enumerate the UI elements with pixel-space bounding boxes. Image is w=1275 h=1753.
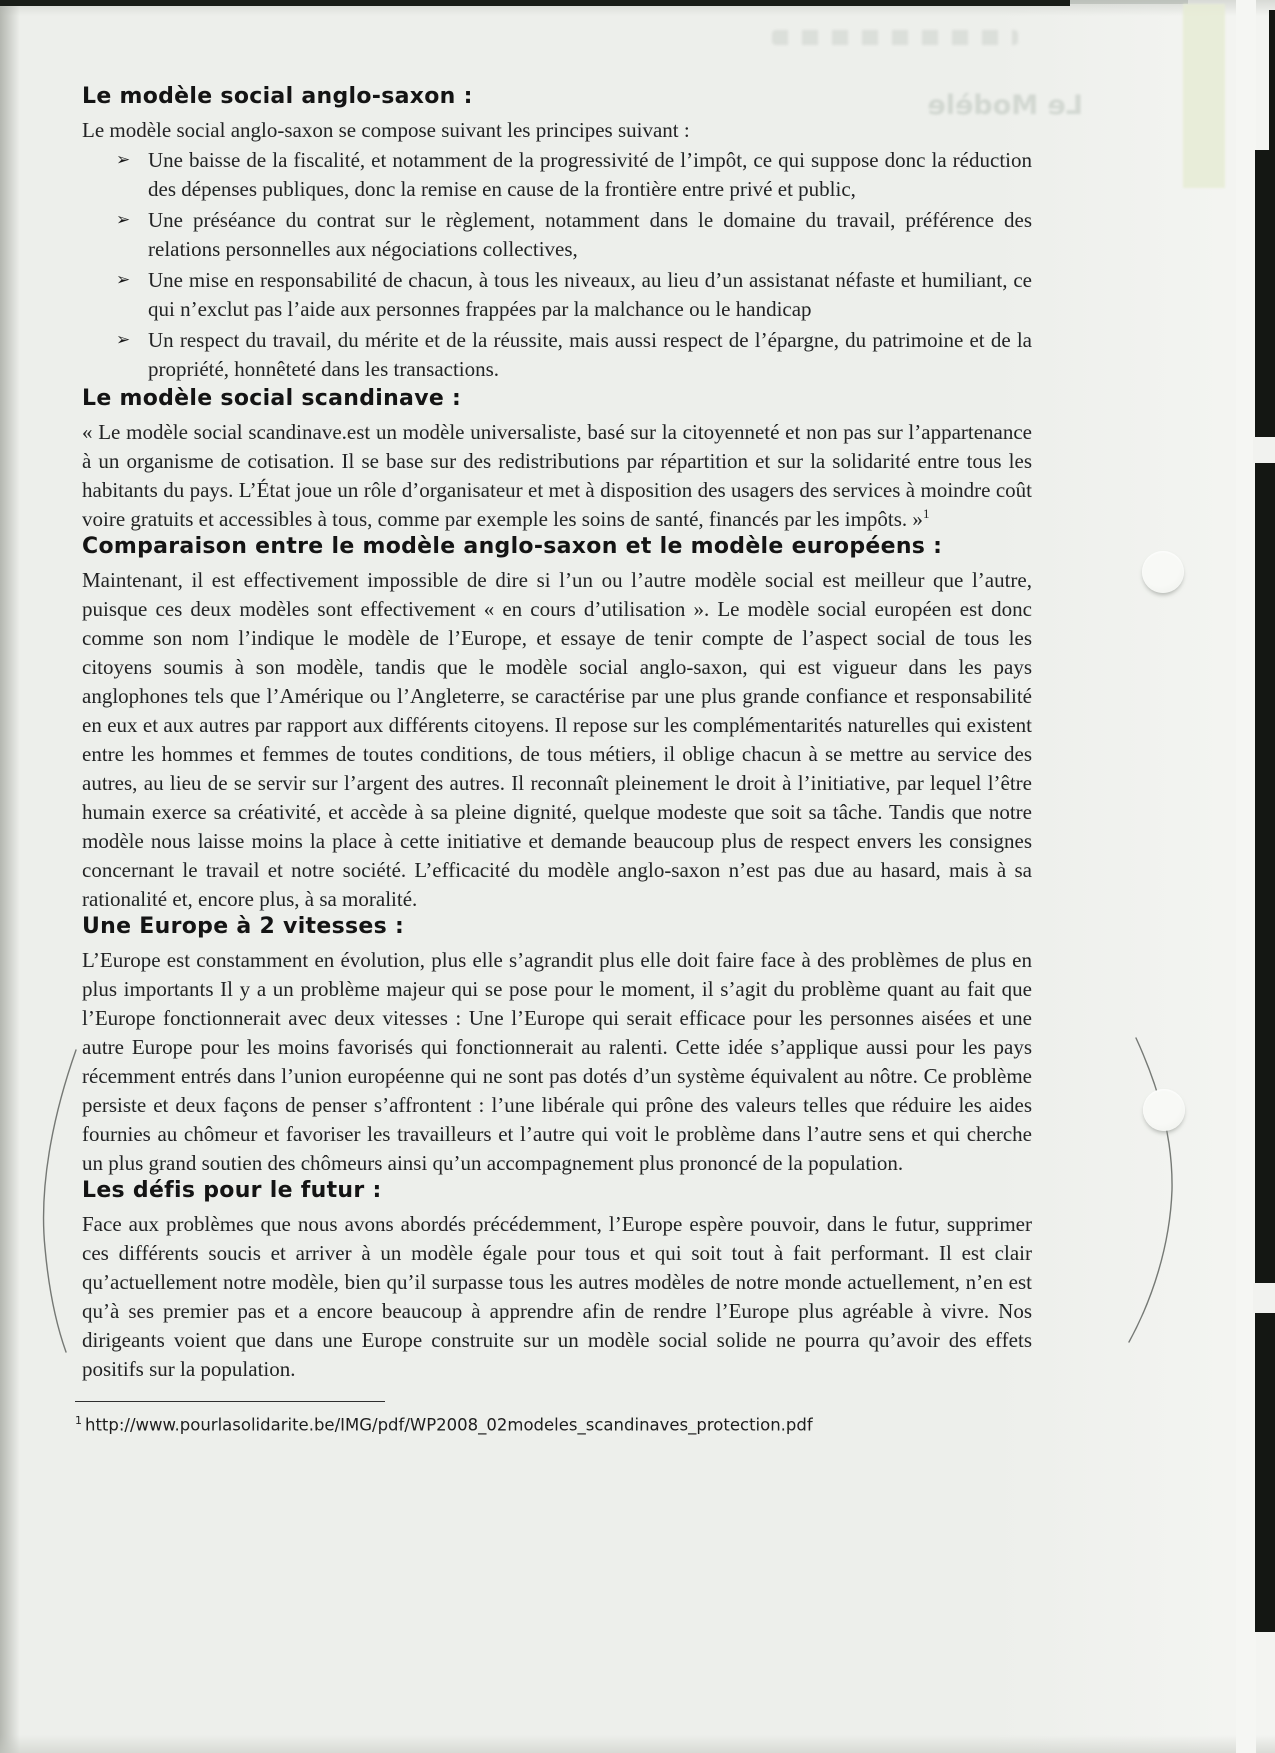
heading-scandinave: Le modèle social scandinave : [82, 386, 462, 411]
bullet-arrow-icon: ➢ [116, 210, 131, 230]
section-comparaison [82, 534, 1032, 914]
section-europe-2-vitesses [82, 914, 1032, 1178]
bullet-item [82, 266, 1032, 324]
scanner-top-edge [0, 0, 1070, 6]
bullet-arrow-icon: ➢ [116, 330, 131, 350]
section-anglo-saxon [82, 84, 1032, 384]
bleedthrough-title: Le Modèle [927, 90, 1083, 121]
bullet-item [82, 326, 1032, 384]
left-parenthesis-annotation [44, 1050, 76, 1352]
scanner-right-edge [1255, 150, 1275, 1632]
footnote-reference: 1 [922, 506, 930, 521]
document-body [75, 84, 1032, 1437]
bleedthrough-handwriting [772, 30, 1018, 45]
bullet-text: Un respect du travail, du mérite et de la réussite, mais aussi respect de l’épargne, du patrimoine et de la propriété, honnêteté dans les transactions. [148, 328, 1032, 381]
paragraph-defis-futur: Face aux problèmes que nous avons abordés précédemment, l’Europe espère pouvoir, dans le futur, supprimer ces différents soucis et arriver à un modèle égale pour tous et qui soit tout à fait performant. Il est clair qu’actuellement notre modèle, bien qu’il surpasse tous les autres modèles de notre monde actuellement, n’en est qu’à ses premier pas et a encore beaucoup à apprendre afin de rendre l’Europe plus agréable à vivre. Nos dirigeants voient que dans une Europe construite sur un modèle social solide ne pourra qu’avoir des effets positifs sur la population. [82, 1212, 1032, 1381]
bullet-item [82, 206, 1032, 264]
scanner-background-band [1183, 4, 1225, 188]
paragraph-scandinave-text: « Le modèle social scandinave.est un modèle universaliste, basé sur la citoyenneté et non pas sur l’appartenance à un organisme de cotisation. Il se base sur des redistributions par répartition et sur la solidarité entre tous les habitants du pays. L’État joue un rôle d’organisateur et met à disposition des usagers des services à moindre coût voire gratuits et accessibles à tous, comme par exemple les soins de santé, financés par les impôts. » [82, 420, 1032, 531]
footnote-url: http://www.pourlasolidarite.be/IMG/pdf/WP2008_02modeles_scandinaves_protection.pdf [85, 1415, 813, 1435]
punch-hole-bottom [1143, 1089, 1185, 1131]
bullet-text: Une préséance du contrat sur le règlement, notamment dans le domaine du travail, préférence des relations personnelles aux négociations collectives, [148, 208, 1032, 261]
paragraph-comparaison: Maintenant, il est effectivement impossible de dire si l’un ou l’autre modèle social est meilleur que l’autre, puisque ces deux modèles sont effectivement « en cours d’utilisation ». Le modèle social européen est donc comme son nom l’indique le modèle de l’Europe, et essaye de tenir compte de l’aspect social de tous les citoyens soumis à son modèle, tandis que le modèle social anglo-saxon, qui est vigueur dans les pays anglophones tels que l’Amérique ou l’Angleterre, se caractérise par une plus grande confiance et responsabilité en eux et aux autres par rapport aux différents citoyens. Il repose sur les complémentarités naturelles qui existent entre les hommes et femmes de toutes conditions, de tous métiers, il oblige chacun à se mettre au service des autres, au lieu de se servir sur l’argent des autres. Il reconnaît pleinement le droit à l’initiative, par lequel l’être humain exerce sa créativité, et accède à sa pleine dignité, quelque modeste que soit sa tâche. Tandis que notre modèle nous laisse moins la place à cette initiative et demande beaucoup plus de respect envers les consignes concernant le travail et notre société. L’efficacité du modèle anglo-saxon n’est pas due au hasard, mais à sa rationalité et, encore plus, à sa moralité. [82, 568, 1032, 911]
footnote-marker: 1 [75, 1414, 82, 1427]
punch-hole-top [1142, 551, 1184, 593]
section-scandinave [82, 386, 1032, 534]
section-defis-futur [82, 1178, 1032, 1384]
scanner-right-edge-top [1269, 10, 1275, 152]
footnote [75, 1410, 1032, 1437]
page-right-edge [1236, 0, 1256, 1753]
heading-anglo-saxon: Le modèle social anglo-saxon : [82, 84, 473, 109]
paragraph-europe-2-vitesses: L’Europe est constamment en évolution, plus elle s’agrandit plus elle doit faire face à des problèmes de plus en plus importants Il y a un problème majeur qui se pose pour le moment, il s’agit du problème quant au fait que l’Europe fonctionnerait avec deux vitesses : Une l’Europe qui serait efficace pour les personnes aisées et une autre Europe pour les moins favorisés qui fonctionnerait au ralenti. Cette idée s’applique aussi pour les pays récemment entrés dans l’union européenne qui ne sont pas dotés d’un système équivalent au nôtre. Ce problème persiste et deux façons de penser s’affrontent : l’une libérale qui prône des valeurs telles que réduire les aides fournies au chômeur et favoriser les travailleurs et l’autre qui voit le problème dans l’autre sens et qui cherche un plus grand soutien des chômeurs ainsi qu’un accompagnement plus prononcé de la population. [82, 948, 1032, 1175]
paragraph-scandinave [82, 418, 1032, 534]
scanner-top-edge-fade [1070, 0, 1188, 4]
bullet-text: Une mise en responsabilité de chacun, à tous les niveaux, au lieu d’un assistanat néfaste et humiliant, ce qui n’exclut pas l’aide aux personnes frappées par la malchance ou le handicap [148, 268, 1032, 321]
bullet-list-anglo-saxon [82, 146, 1032, 384]
right-parenthesis-annotation [1129, 1038, 1172, 1342]
bullet-text: Une baisse de la fiscalité, et notamment de la progressivité de l’impôt, ce qui suppose donc la réduction des dépenses publiques, donc la remise en cause de la frontière entre privé et public, [148, 148, 1032, 201]
heading-europe-2-vitesses: Une Europe à 2 vitesses : [82, 914, 405, 939]
heading-comparaison: Comparaison entre le modèle anglo-saxon et le modèle européens : [82, 534, 943, 559]
intro-anglo-saxon: Le modèle social anglo-saxon se compose suivant les principes suivant : [82, 118, 690, 142]
footnote-separator [75, 1401, 385, 1402]
scanner-right-edge-gap [1253, 437, 1275, 463]
bullet-arrow-icon: ➢ [116, 150, 131, 170]
bullet-item [82, 146, 1032, 204]
scanner-right-edge-gap [1253, 1283, 1275, 1313]
heading-defis-futur: Les défis pour le futur : [82, 1178, 382, 1203]
bullet-arrow-icon: ➢ [116, 270, 131, 290]
